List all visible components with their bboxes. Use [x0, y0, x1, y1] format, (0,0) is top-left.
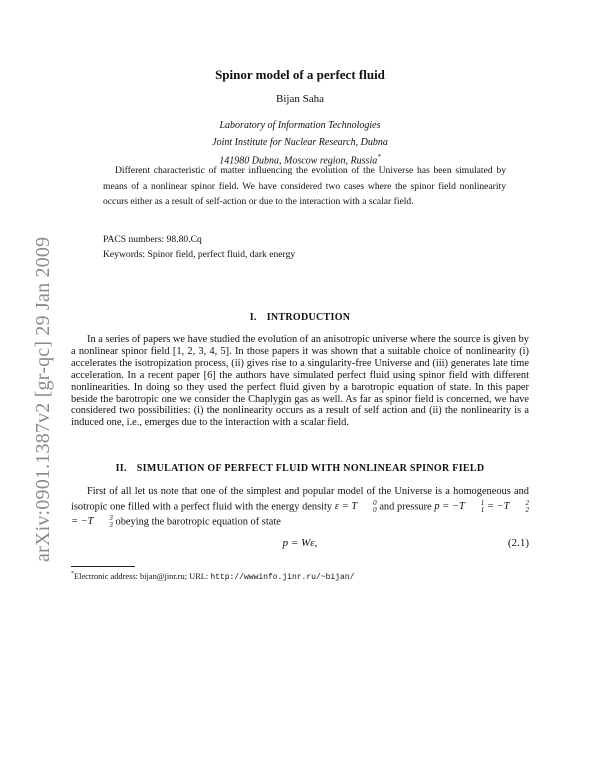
affiliation-line-3: 141980 Dubna, Moscow region, Russia*: [219, 153, 381, 167]
author-homepage-link[interactable]: http://wwwinfo.jinr.ru/~bijan/: [210, 572, 355, 582]
pressure-expression: p = −T 1 1 = −T 2 2 = −T 3 3: [71, 498, 529, 529]
section-number: II.: [115, 463, 127, 474]
affiliation-line-1: Laboratory of Information Technologies: [219, 120, 381, 131]
simulation-paragraph: First of all let us note that one of the simplest and popular model of the Universe is a homogeneous and isotropic one filled with a perfect fluid with the energy density ε = T 0 0 and pressure p = −T 1 1 = −T 2 2 = −T 3 3 obeying the barotropic equation of state: [71, 486, 529, 529]
footnote-divider: [71, 566, 135, 567]
footnote-marker: *: [377, 153, 381, 161]
section-title: SIMULATION OF PERFECT FLUID WITH NONLINEAR SPINOR FIELD: [136, 463, 485, 474]
pacs-numbers: PACS numbers: 98.80.Cq: [103, 234, 202, 245]
section-heading-introduction: [0, 312, 600, 323]
section-heading-simulation: [0, 463, 600, 474]
section-title: INTRODUCTION: [266, 312, 351, 323]
abstract: Different characteristic of matter influencing the evolution of the Universe has been simulated by means of a nonlinear spinor field. We have considered two cases where the spinor field nonlinearity occurs either as a result of self-action or due to the interaction with a scalar field.: [103, 165, 506, 208]
equation-number: (2.1): [507, 537, 529, 549]
energy-density-expression: ε = T 0 0: [334, 498, 377, 514]
keywords: Keywords: Spinor field, perfect fluid, dark energy: [103, 249, 296, 260]
author-name: Bijan Saha: [276, 93, 324, 105]
introduction-paragraph: In a series of papers we have studied the evolution of an anisotropic universe where the source is given by a nonlinear spinor field [1, 2, 3, 4, 5]. In those papers it was shown that a suitable choice of nonlinearity (i) accelerates the isotropization process, (ii) gives rise to a singularity-free Universe and (iii) generates late time acceleration. In a recent paper [6] the authors have simulated perfect fluid using spinor field with different nonlinearities. In doing so they used the perfect fluid given by a barotropic equation of state. In this paper beside the barotropic one we consider the Chaplygin gas as well. As far as spinor field is concerned, we have considered two possibilities: (i) the nonlinearity occurs as a result of self action and (ii) the nonlinearity is a induced one, i.e., emerges due to the interaction with a scalar field.: [71, 334, 529, 429]
section-number: I.: [249, 312, 257, 323]
equation-2-1: [71, 537, 529, 551]
arxiv-identifier: arXiv:0901.1387v2 [gr-qc] 29 Jan 2009: [32, 236, 54, 562]
equation-body: p = Wε,: [282, 537, 318, 549]
affiliation-line-2: Joint Institute for Nuclear Research, Dubna: [212, 137, 388, 148]
paper-title: Spinor model of a perfect fluid: [215, 67, 385, 82]
footnote: *Electronic address: bijan@jinr.ru; URL: http://wwwinfo.jinr.ru/~bijan/: [71, 571, 355, 582]
